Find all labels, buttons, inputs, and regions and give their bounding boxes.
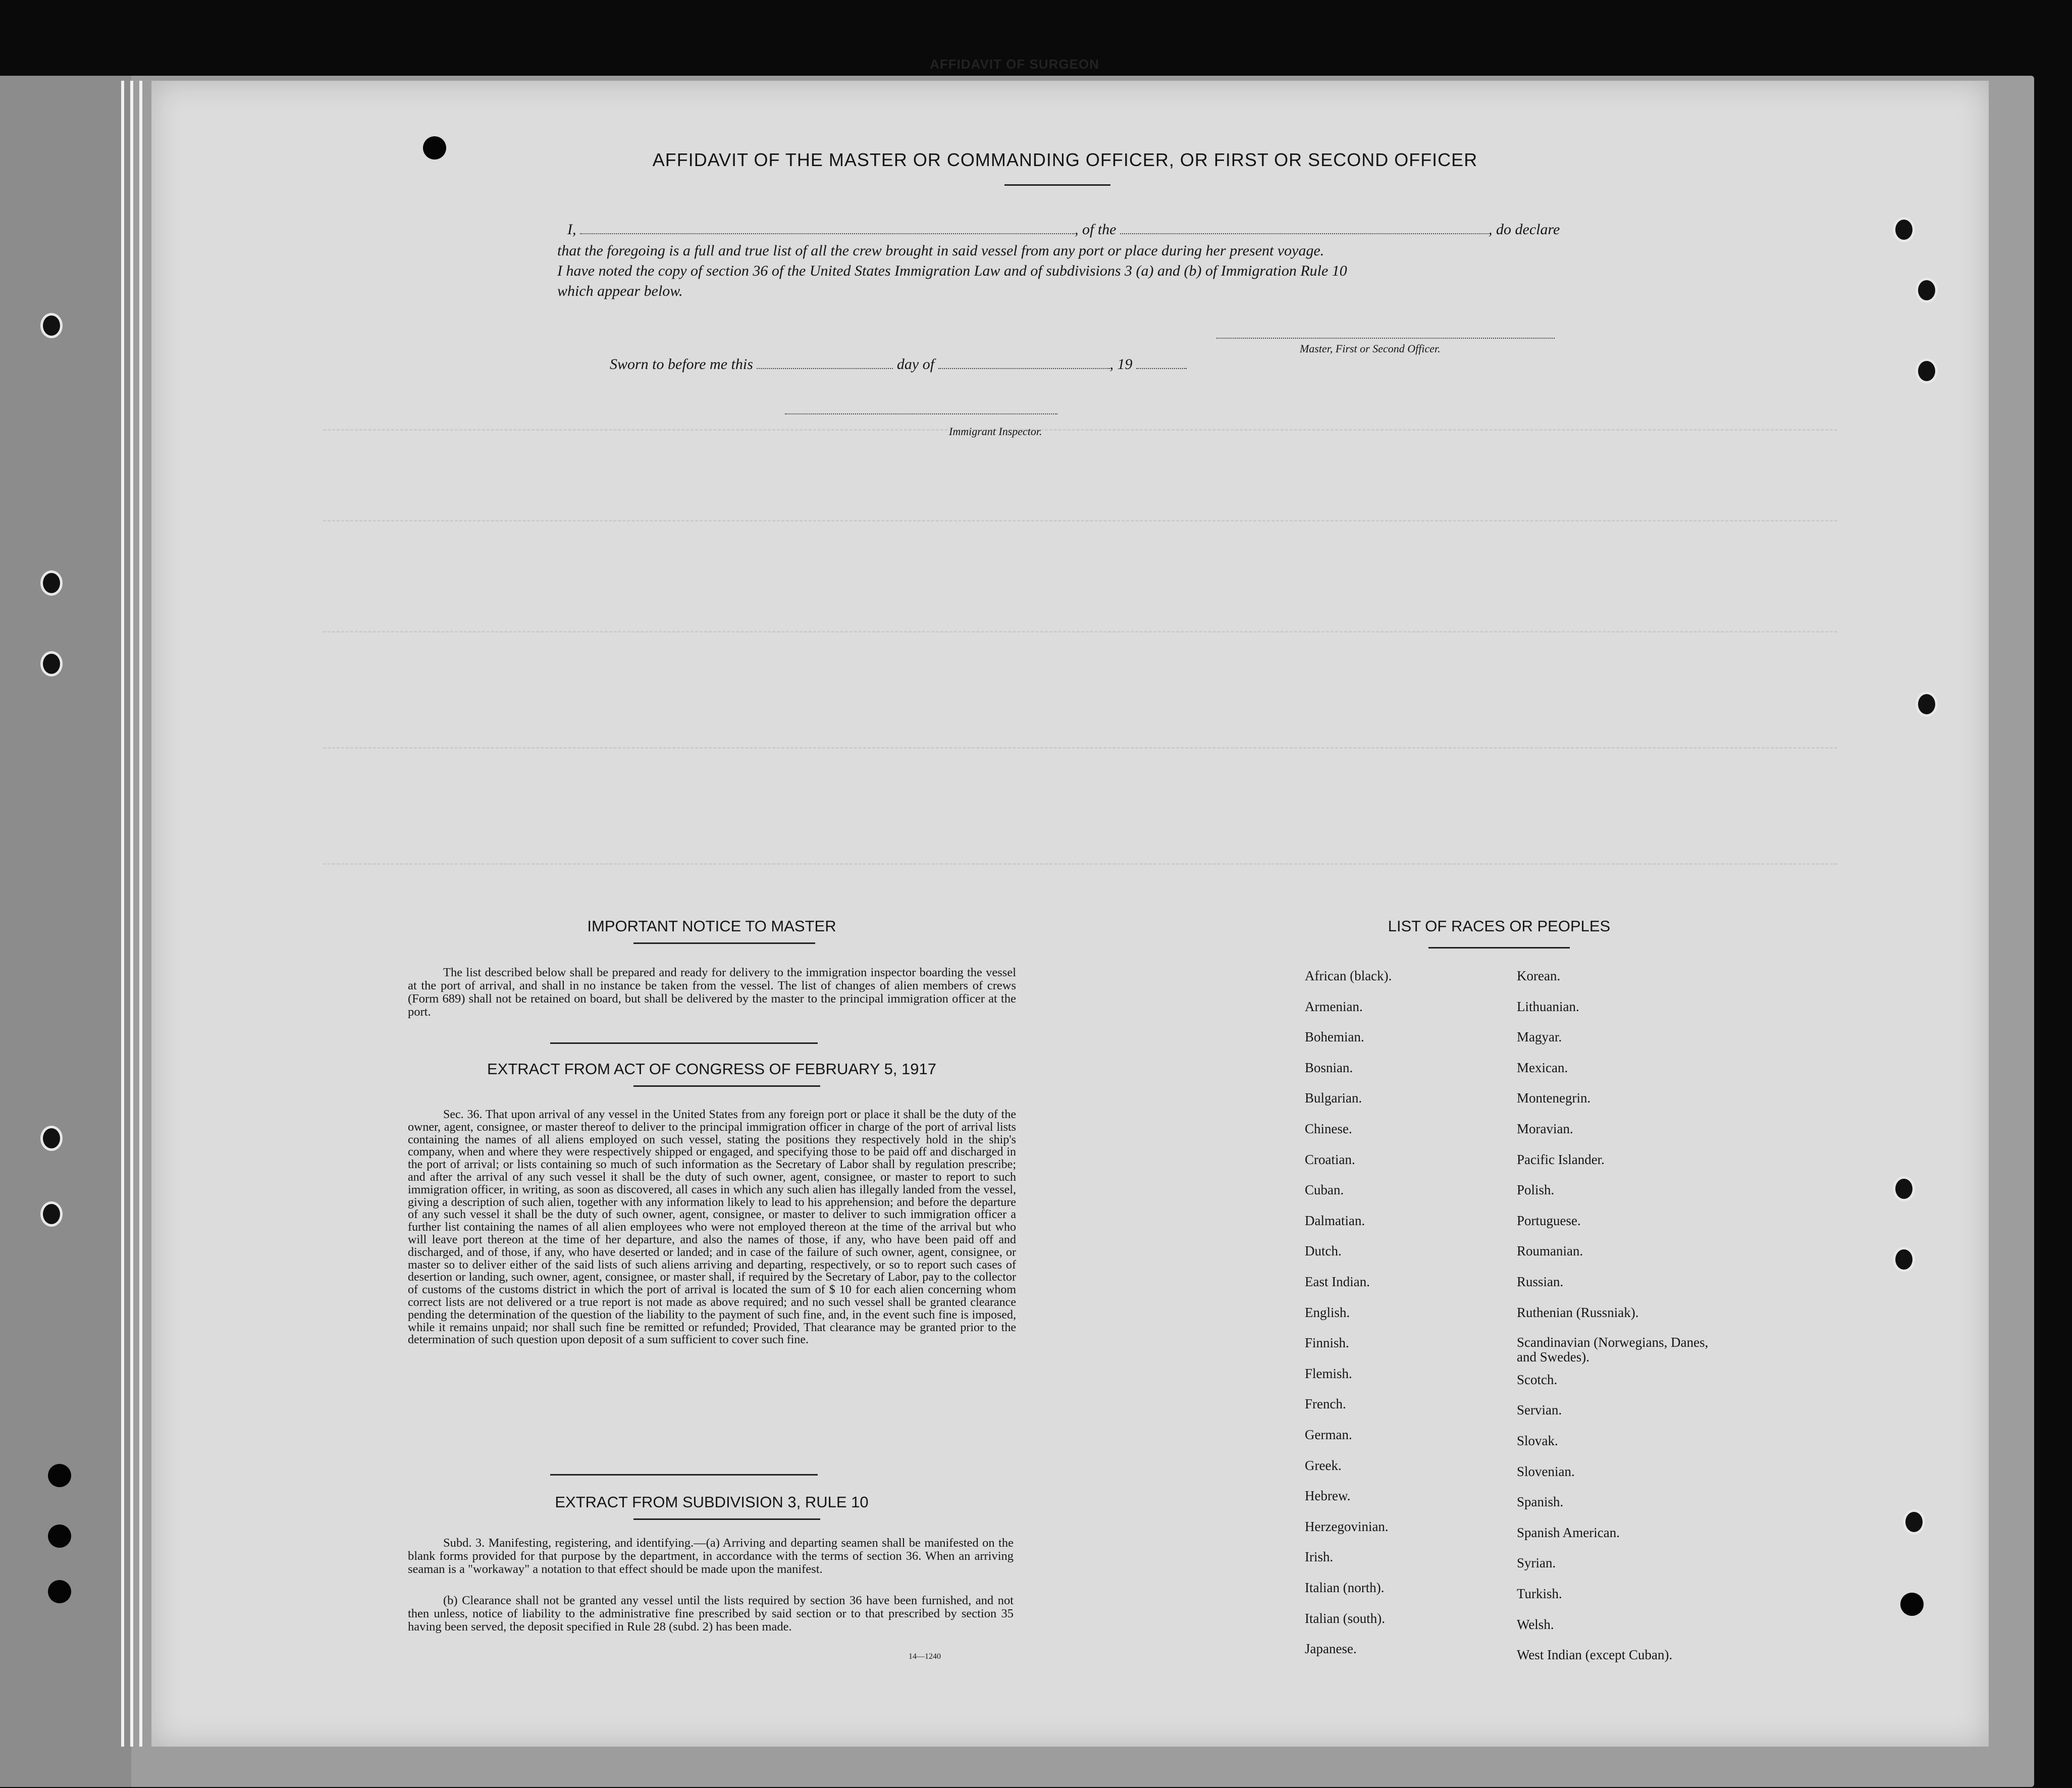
inspector-signature-field[interactable] xyxy=(785,401,1057,414)
binder-hole xyxy=(40,313,63,338)
binder-hole xyxy=(40,570,63,596)
race-item: Italian (north). xyxy=(1305,1580,1385,1595)
race-item: Pacific Islander. xyxy=(1517,1151,1605,1167)
declaration-line-3: I have noted the copy of section 36 of the United States Immigration Law and of subdivisions 3 (a) and (b) of Immigration Rule 10 xyxy=(557,262,1347,279)
section-rule xyxy=(550,1474,818,1476)
race-item: Bulgarian. xyxy=(1305,1090,1362,1106)
race-item: Turkish. xyxy=(1517,1586,1562,1601)
notice-text: The list described below shall be prepared and ready for delivery to the immigration inspector boarding the vessel at the port of arrival, and shall in no instance be taken from the vessel. The list of changes of alien members of crews (Form 689) shall not be retained on board, but shall be delivered by the master to the principal immigration officer at the port. xyxy=(408,966,1016,1019)
race-item: Syrian. xyxy=(1517,1555,1556,1571)
rule-text-b: (b) Clearance shall not be granted any vessel until the lists required by section 36 have been furnished, and not then unless, notice of liability to the administrative fine prescribed by said section or to that prescribed by section 35 having been served, the deposit specified in Rule 28 (subd. 2) has been made. xyxy=(408,1594,1014,1634)
sworn-prefix: Sworn to before me this xyxy=(610,356,753,373)
sworn-day-field[interactable] xyxy=(757,356,893,369)
rule-heading: EXTRACT FROM SUBDIVISION 3, RULE 10 xyxy=(555,1493,869,1511)
race-item: Slovak. xyxy=(1517,1433,1558,1448)
punch-hole xyxy=(48,1464,71,1487)
race-item: Bohemian. xyxy=(1305,1029,1364,1045)
race-item: German. xyxy=(1305,1427,1352,1442)
show-through-line xyxy=(323,429,1837,431)
race-item: Irish. xyxy=(1305,1549,1334,1565)
race-item: Mexican. xyxy=(1517,1060,1568,1075)
notice-rule xyxy=(633,942,815,944)
binder-hole xyxy=(1893,1247,1915,1272)
form-page xyxy=(151,81,1989,1747)
race-item: Hebrew. xyxy=(1305,1488,1351,1504)
show-through-line xyxy=(323,863,1837,865)
race-item: Russian. xyxy=(1517,1274,1564,1289)
binder-hole xyxy=(1916,692,1938,717)
sworn-year-label: , 19 xyxy=(1109,356,1133,373)
race-item: Polish. xyxy=(1517,1182,1555,1198)
page-edge xyxy=(139,81,142,1747)
race-item: Spanish American. xyxy=(1517,1524,1620,1540)
name-field[interactable] xyxy=(580,221,1075,234)
race-item: Bosnian. xyxy=(1305,1060,1353,1075)
race-item: Armenian. xyxy=(1305,998,1363,1014)
sworn-year-field[interactable] xyxy=(1136,356,1187,369)
race-item: Lithuanian. xyxy=(1517,998,1579,1014)
race-item: Montenegrin. xyxy=(1517,1090,1591,1106)
declaration-line-4: which appear below. xyxy=(557,283,683,299)
race-item: Portuguese. xyxy=(1517,1213,1581,1228)
races-rule xyxy=(1428,947,1570,949)
declaration-of: , of the xyxy=(1075,221,1117,238)
race-item: Herzegovinian. xyxy=(1305,1518,1389,1534)
sworn-line xyxy=(610,356,1629,373)
race-item: Dalmatian. xyxy=(1305,1213,1365,1228)
header-banner: AFFIDAVIT OF SURGEON xyxy=(930,57,1099,72)
race-item: Moravian. xyxy=(1517,1121,1573,1136)
punch-hole xyxy=(1900,1593,1924,1616)
sworn-month-field[interactable] xyxy=(938,356,1110,369)
rule-text-a: Subd. 3. Manifesting, registering, and identifying.—(a) Arriving and departing seamen shall be manifested on the blank forms provided for that purpose by the department, in accordance with the terms of section 36. When an arriving seaman is a "workaway" a notation to that effect should be made upon the manifest. xyxy=(408,1536,1014,1576)
race-item: Cuban. xyxy=(1305,1182,1344,1198)
race-item: Croatian. xyxy=(1305,1151,1355,1167)
declaration-i: I, xyxy=(567,221,576,238)
punch-hole xyxy=(48,1580,71,1603)
race-item: Greek. xyxy=(1305,1457,1342,1473)
race-item: Welsh. xyxy=(1517,1616,1554,1632)
binder-hole xyxy=(40,651,63,676)
rule-rule xyxy=(633,1518,820,1520)
punch-hole xyxy=(423,136,446,160)
race-item: Ruthenian (Russniak). xyxy=(1517,1304,1639,1320)
race-item: African (black). xyxy=(1305,968,1392,983)
race-item: Roumanian. xyxy=(1517,1243,1583,1259)
race-item: East Indian. xyxy=(1305,1274,1370,1289)
inspector-caption: Immigrant Inspector. xyxy=(949,425,1042,438)
declaration-line-2: that the foregoing is a full and true list of all the crew brought in said vessel from any port or place during her present voyage. xyxy=(557,242,1324,259)
show-through-line xyxy=(323,747,1837,749)
show-through-line xyxy=(323,520,1837,521)
act-heading: EXTRACT FROM ACT OF CONGRESS OF FEBRUARY 5, 1917 xyxy=(487,1060,937,1078)
race-item: Chinese. xyxy=(1305,1121,1352,1136)
race-item: Slovenian. xyxy=(1517,1463,1575,1479)
race-item: Italian (south). xyxy=(1305,1610,1385,1626)
race-item: Spanish. xyxy=(1517,1494,1564,1510)
declaration-line-1 xyxy=(557,221,1577,238)
punch-hole xyxy=(48,1524,71,1548)
race-item: Scandinavian (Norwegians, Danes, and Swedes). xyxy=(1517,1335,1709,1365)
act-text: Sec. 36. That upon arrival of any vessel in the United States from any foreign port or place it shall be the duty of the owner, agent, consignee, or master thereof to deliver to the principal immigration officer in charge of the port of arrival lists containing the names of all aliens employed on such vessel, stating the positions they respectively hold in the ship's company, when and where they were respectively shipped or engaged, and specifying those to be paid off and discharged in the port of arrival; or lists containing so much of such information as the Secretary of Labor shall by regulation prescribe; and after the arrival of any such vessel it shall be the duty of such owner, agent, consignee, or master to report to such immigration officer, in writing, as soon as discovered, all cases in which any such alien has illegally landed from the vessel, giving a description of such alien, together with any information likely to lead to his apprehension; and before the departure of any such vessel it shall be the duty of such owner, agent, consignee, or master to deliver to such immigration officer a further list containing the names of all alien employees who were not employed thereon at the time of the arrival but who will leave port thereon at the time of her departure, and also the names of those, if any, who have been paid off and discharged, and of those, if any, who have deserted or landed; and in case of the failure of such owner, agent, consignee, or master so to deliver either of the said lists of such aliens arriving and departing, respectively, or so to report such cases of desertion or landing, such owner, agent, consignee, or master shall, if required by the Secretary of Labor, pay to the collector of customs of the customs district in which the port of arrival is located the sum of $ 10 for each alien concerning whom correct lists are not delivered or a true report is not made as above required; and no such vessel shall be granted clearance pending the determination of the question of the liability to the payment of such fine, and, in the event such fine is imposed, while it remains unpaid; nor shall such fine be remitted or refunded; Provided, That clearance may be granted prior to the determination of such question upon deposit of a sum sufficient to cover such fine. xyxy=(408,1108,1016,1347)
binder-hole xyxy=(1893,1176,1915,1201)
race-item: French. xyxy=(1305,1396,1346,1412)
race-item: Dutch. xyxy=(1305,1243,1342,1259)
race-item: Japanese. xyxy=(1305,1641,1357,1657)
title-rule xyxy=(1004,184,1110,186)
race-item: Finnish. xyxy=(1305,1335,1349,1351)
declaration-end: , do declare xyxy=(1489,221,1560,238)
binder-hole xyxy=(40,1126,63,1151)
sworn-day-label: day of xyxy=(896,356,935,373)
binder-hole xyxy=(1903,1509,1925,1535)
section-rule xyxy=(550,1042,818,1044)
race-item: West Indian (except Cuban). xyxy=(1517,1647,1673,1663)
page-edge xyxy=(130,81,133,1747)
race-item: Scotch. xyxy=(1517,1372,1558,1387)
form-number: 14—1240 xyxy=(909,1652,941,1661)
signature-caption: Master, First or Second Officer. xyxy=(1300,342,1441,355)
races-heading: LIST OF RACES OR PEOPLES xyxy=(1388,917,1611,935)
race-item: English. xyxy=(1305,1304,1350,1320)
notice-heading: IMPORTANT NOTICE TO MASTER xyxy=(587,917,836,935)
binder-hole xyxy=(1916,358,1938,384)
master-signature-field[interactable] xyxy=(1216,326,1555,339)
binder-hole xyxy=(1893,217,1915,242)
binder-hole xyxy=(1916,278,1938,303)
act-rule xyxy=(633,1085,820,1087)
race-item: Korean. xyxy=(1517,968,1561,983)
affidavit-title: AFFIDAVIT OF THE MASTER OR COMMANDING OFFICER, OR FIRST OR SECOND OFFICER xyxy=(652,149,1478,170)
page-edge xyxy=(121,81,124,1747)
race-item: Magyar. xyxy=(1517,1029,1562,1045)
vessel-field[interactable] xyxy=(1120,221,1489,234)
binder-hole xyxy=(40,1201,63,1227)
show-through-line xyxy=(323,631,1837,633)
race-item: Flemish. xyxy=(1305,1365,1352,1381)
race-item: Servian. xyxy=(1517,1402,1562,1418)
